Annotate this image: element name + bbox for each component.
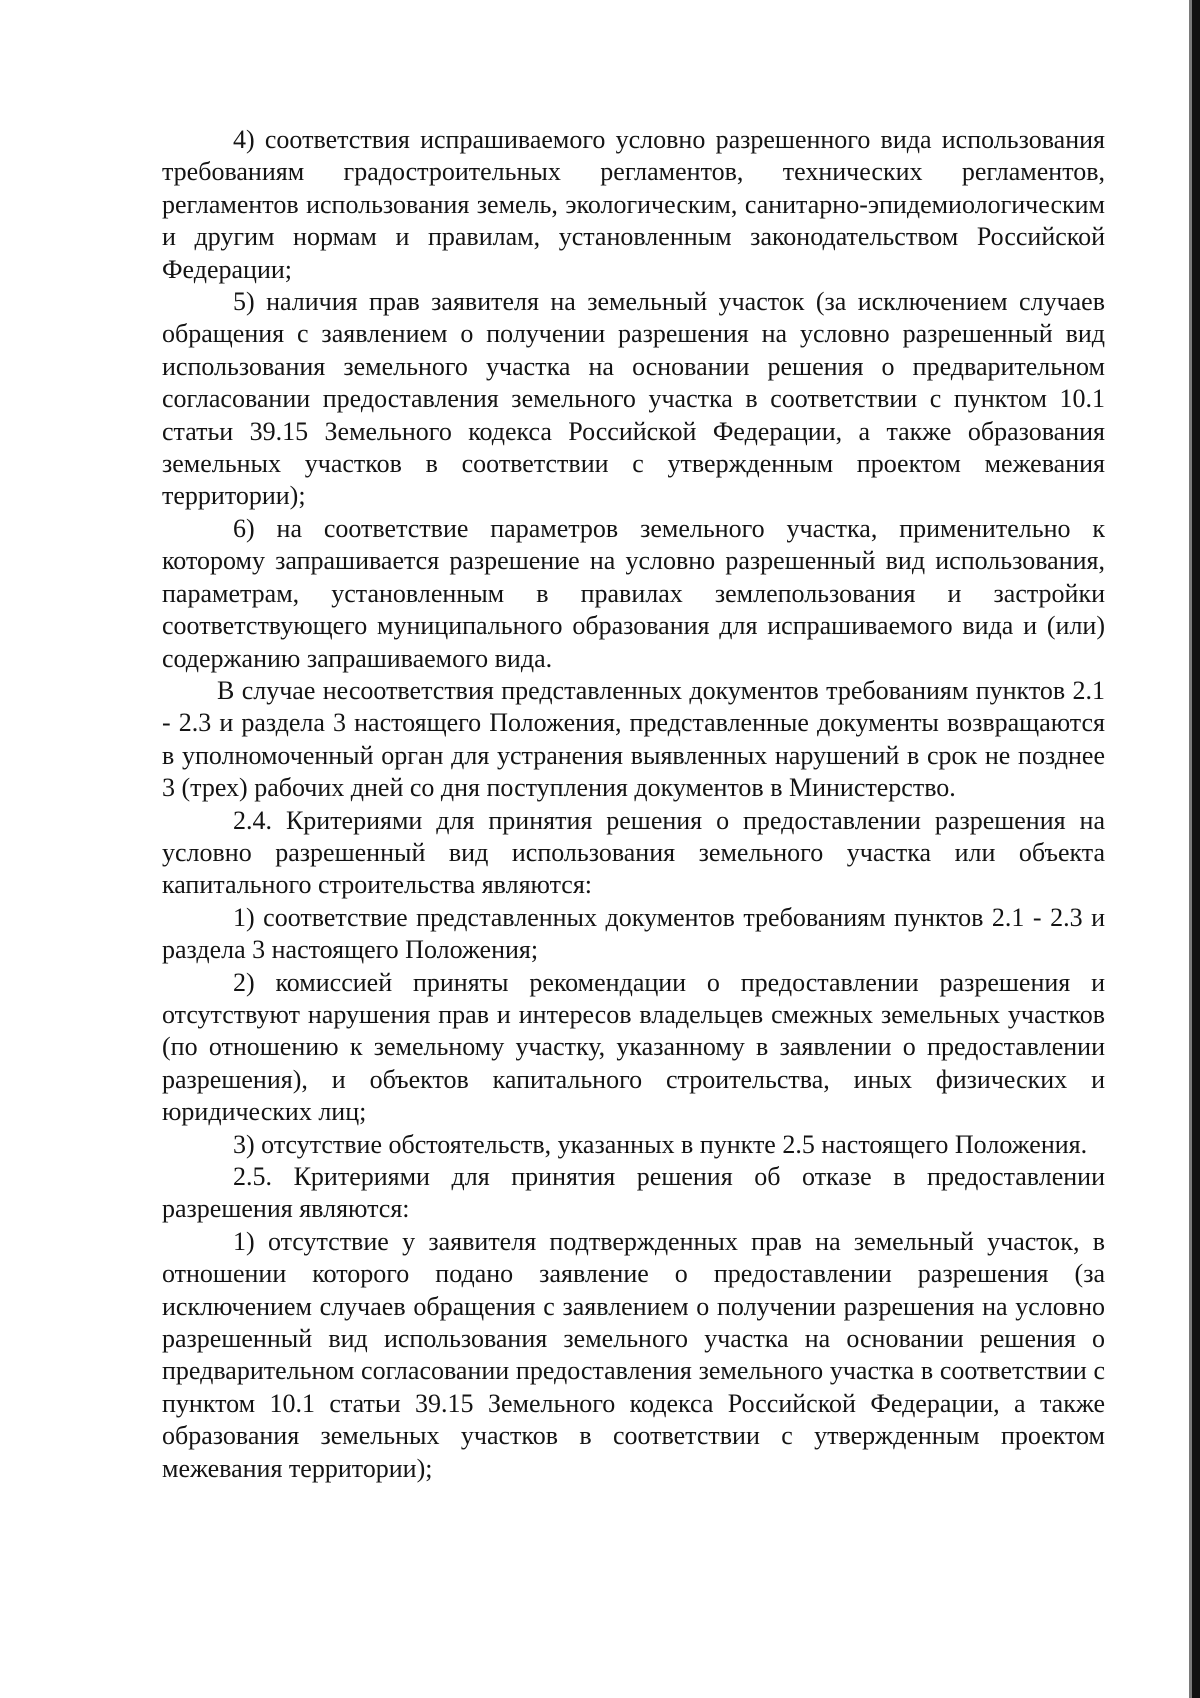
document-body: [162, 124, 1105, 1485]
paragraph-2-4-item-2: 2) комиссией приняты рекомендации о предоставлении разрешения и отсутствуют нарушения прав и интересов владельцев смежных земельных участков (по отношению к земельному участку, указанному в заявлении о предоставлении разрешения), и объектов капитального строительства, иных физических и юридических лиц;: [162, 967, 1105, 1127]
paragraph-2-4-item-3: 3) отсутствие обстоятельств, указанных в пункте 2.5 настоящего Положения.: [233, 1129, 1088, 1159]
paragraph-2-4-item-1: 1) соответствие представленных документов требованиям пунктов 2.1 - 2.3 и раздела 3 настоящего Положения;: [162, 902, 1105, 965]
paragraph-item-5: 5) наличия прав заявителя на земельный участок (за исключением случаев обращения с заявлением о получении разрешения на условно разрешенный вид использования земельного участка на основании решения о предварительном согласовании предоставления земельного участка в соответствии с пунктом 10.1 статьи 39.15 Земельного кодекса Российской Федерации, а также образования земельных участков в соответствии с утвержденным проектом межевания территории);: [162, 287, 1105, 511]
paragraph-2-5-item-1: 1) отсутствие у заявителя подтвержденных прав на земельный участок, в отношении которого подано заявление о предоставлении разрешения (за исключением случаев обращения с заявлением о получении разрешения на условно разрешенный вид использования земельного участка на основании решения о предварительном согласовании предоставления земельного участка в соответствии с пунктом 10.1 статьи 39.15 Земельного кодекса Российской Федерации, а также образования земельных участков в соответствии с утвержденным проектом межевания территории);: [162, 1226, 1105, 1483]
paragraph-nonconformity: В случае несоответствия представленных документов требованиям пунктов 2.1 - 2.3 и раздела 3 настоящего Положения, представленные документы возвращаются в уполномоченный орган для устранения выявленных нарушений в срок не позднее 3 (трех) рабочих дней со дня поступления документов в Министерство.: [162, 675, 1105, 803]
paragraph-section-2-5: 2.5. Критериями для принятия решения об отказе в предоставлении разрешения являются:: [162, 1162, 1105, 1224]
paragraph-item-4: 4) соответствия испрашиваемого условно разрешенного вида использования требованиям градостроительных регламентов, технических регламентов, регламентов использования земель, экологическим, санитарно-эпидемиологическим и другим нормам и правилам, установленным законодательством Российской Федерации;: [162, 125, 1105, 284]
scan-edge: [1192, 0, 1200, 1698]
paragraph-section-2-4: 2.4. Критериями для принятия решения о предоставлении разрешения на условно разрешенный вид использования земельного участка или объекта капитального строительства являются:: [162, 805, 1105, 900]
paragraph-item-6: 6) на соответствие параметров земельного участка, применительно к которому запрашивается разрешение на условно разрешенный вид использования, параметрам, установленным в правилах землепользования и застройки соответствующего муниципального образования для испрашиваемого вида и (или) содержанию запрашиваемого вида.: [162, 513, 1105, 673]
